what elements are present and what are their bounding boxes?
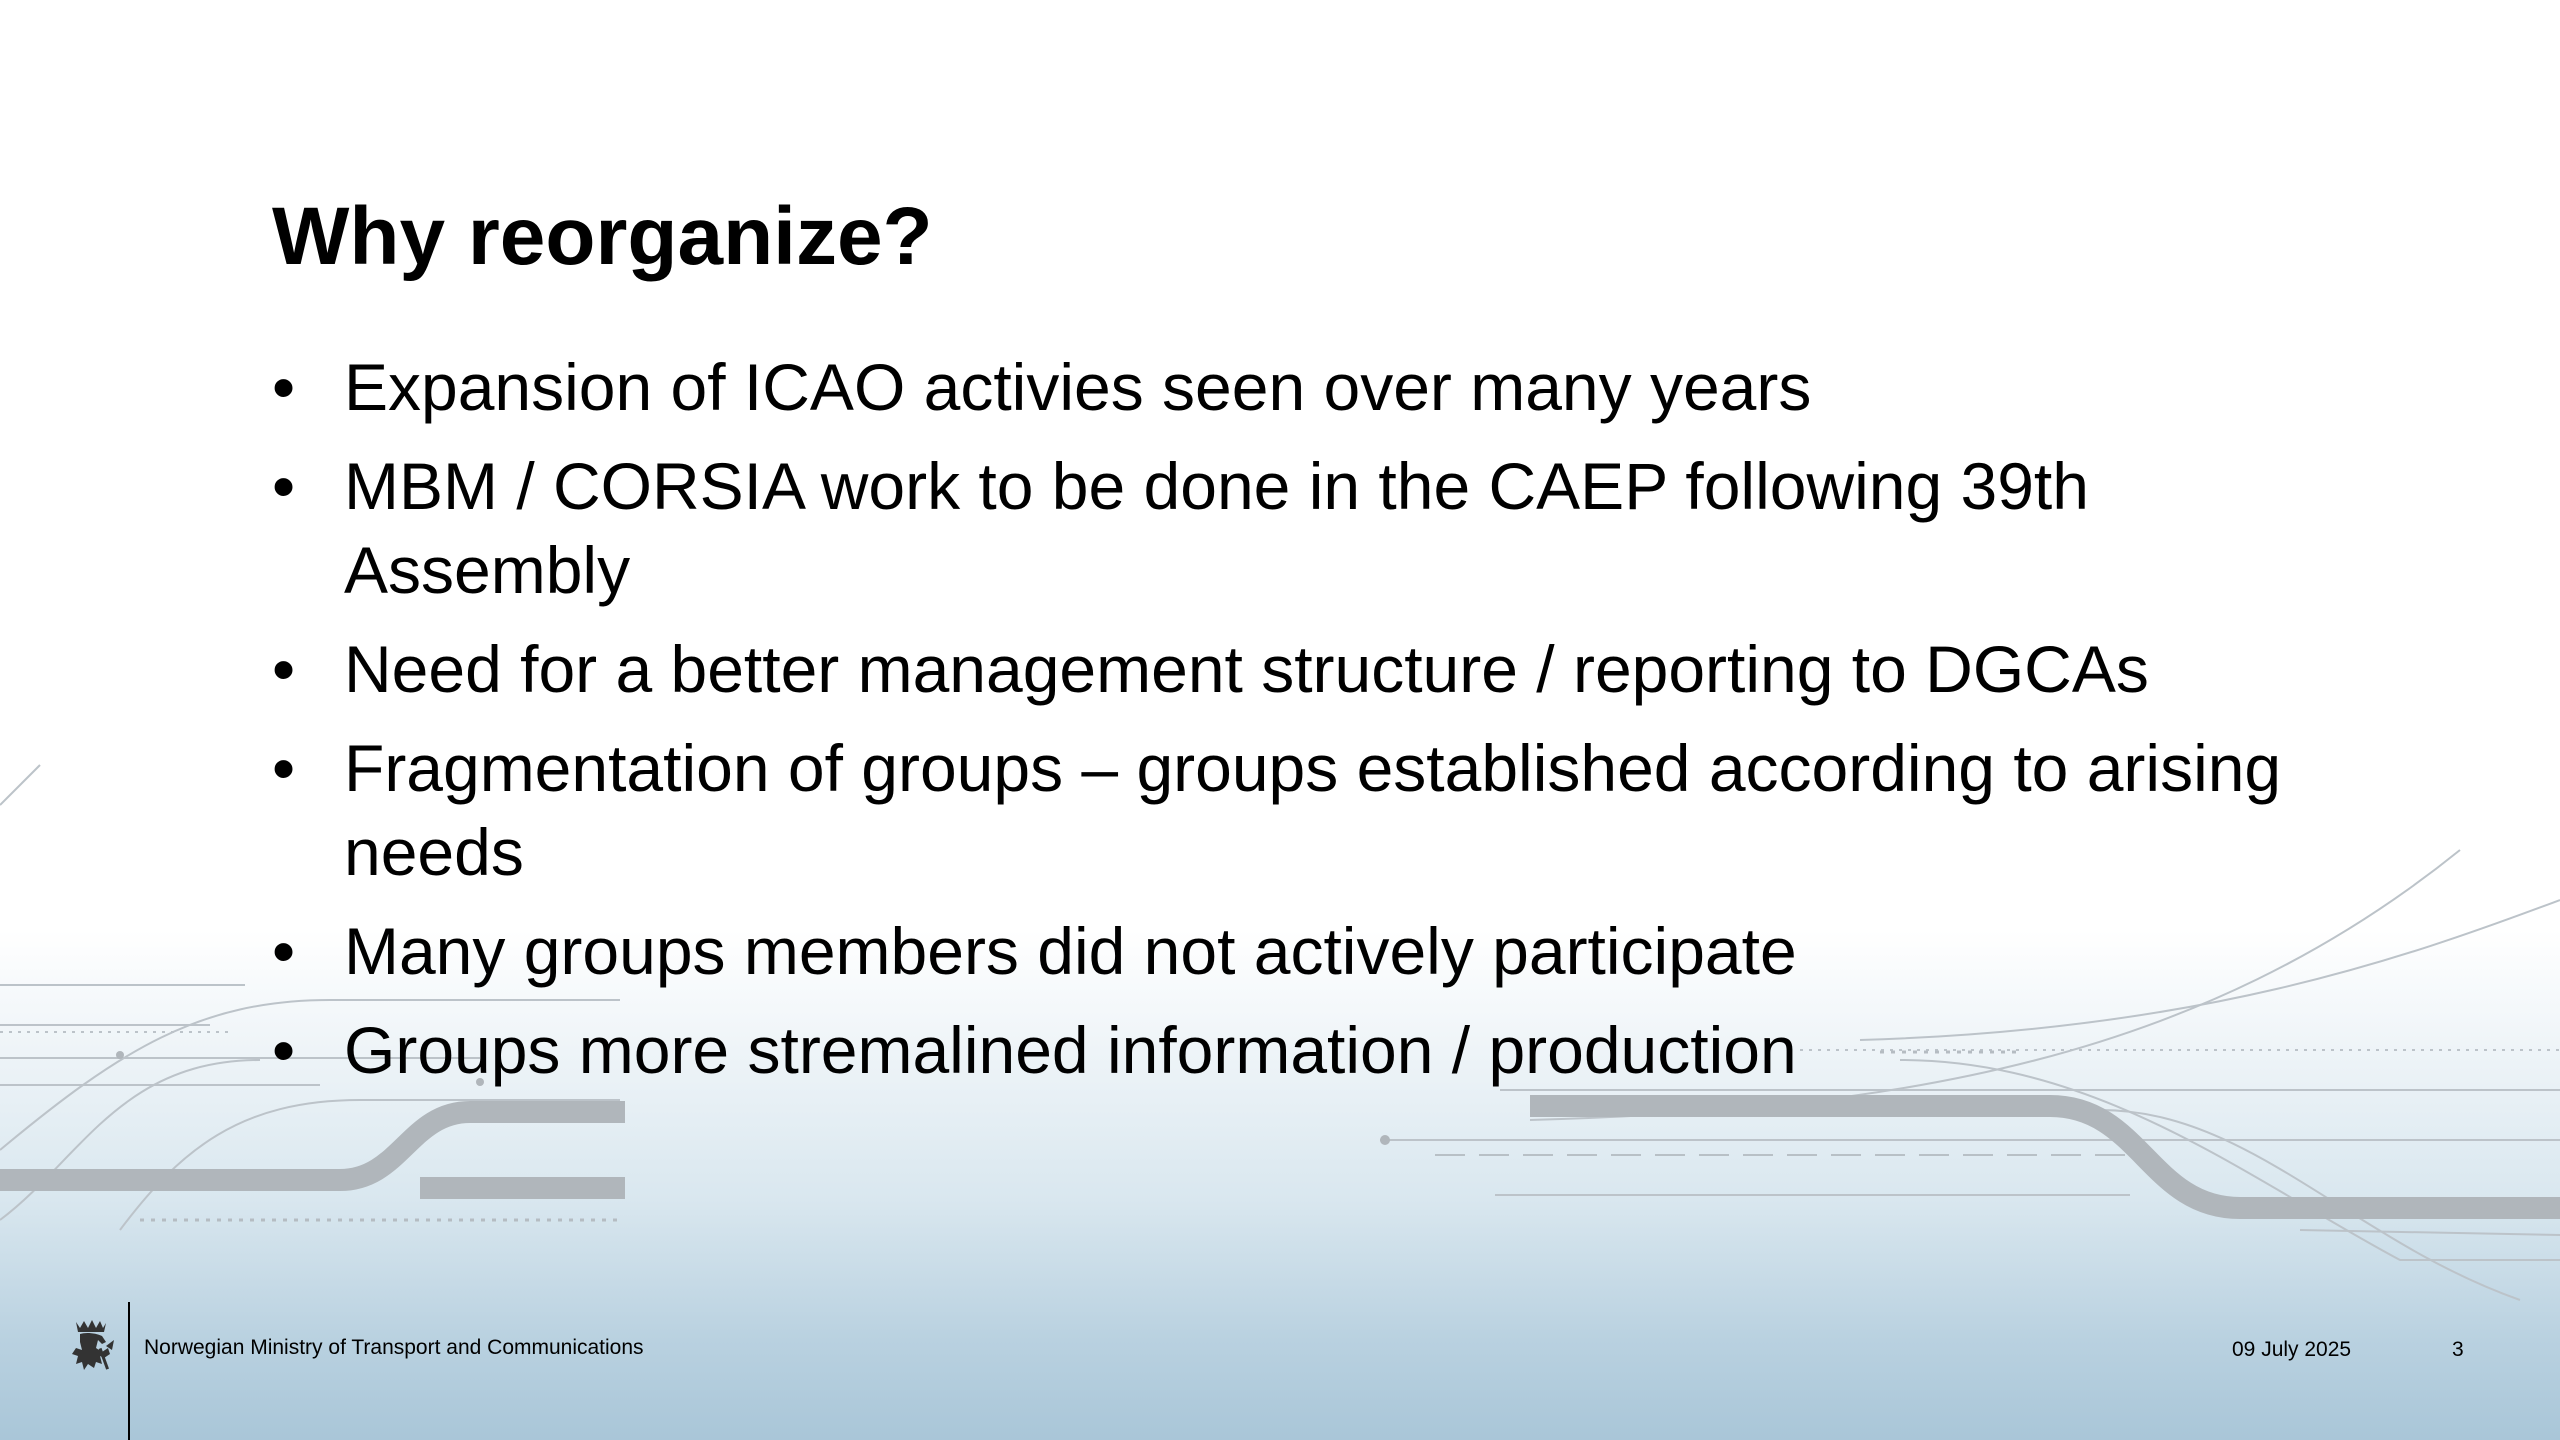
- bullet-marker: •: [272, 449, 296, 523]
- list-item: [272, 627, 2322, 711]
- bullet-marker: •: [272, 731, 296, 805]
- bullet-list: [272, 345, 2322, 1107]
- list-item-text: Groups more stremalined information / production: [344, 1013, 1797, 1087]
- list-item-text: Expansion of ICAO activies seen over many years: [344, 350, 1812, 424]
- slide-title: Why reorganize?: [272, 191, 933, 282]
- slide-number: 3: [2452, 1338, 2464, 1361]
- bullet-marker: •: [272, 914, 296, 988]
- list-item: [272, 1008, 2322, 1092]
- footer-organization: Norwegian Ministry of Transport and Communications: [144, 1336, 644, 1359]
- bullet-marker: •: [272, 350, 296, 424]
- list-item-text: Need for a better management structure / reporting to DGCAs: [344, 632, 2149, 706]
- list-item-text: Fragmentation of groups – groups established according to arising needs: [344, 731, 2282, 889]
- norwegian-lion-coat-of-arms-icon: [66, 1318, 116, 1374]
- footer-date: 09 July 2025: [2232, 1338, 2352, 1361]
- list-item-text: Many groups members did not actively participate: [344, 914, 1797, 988]
- footer-divider: [128, 1302, 130, 1440]
- list-item: [272, 726, 2322, 894]
- list-item: [272, 444, 2322, 612]
- list-item: [272, 909, 2322, 993]
- bullet-marker: •: [272, 632, 296, 706]
- bullet-marker: •: [272, 1013, 296, 1087]
- list-item-text: MBM / CORSIA work to be done in the CAEP following 39th Assembly: [344, 449, 2089, 607]
- list-item: [272, 345, 2322, 429]
